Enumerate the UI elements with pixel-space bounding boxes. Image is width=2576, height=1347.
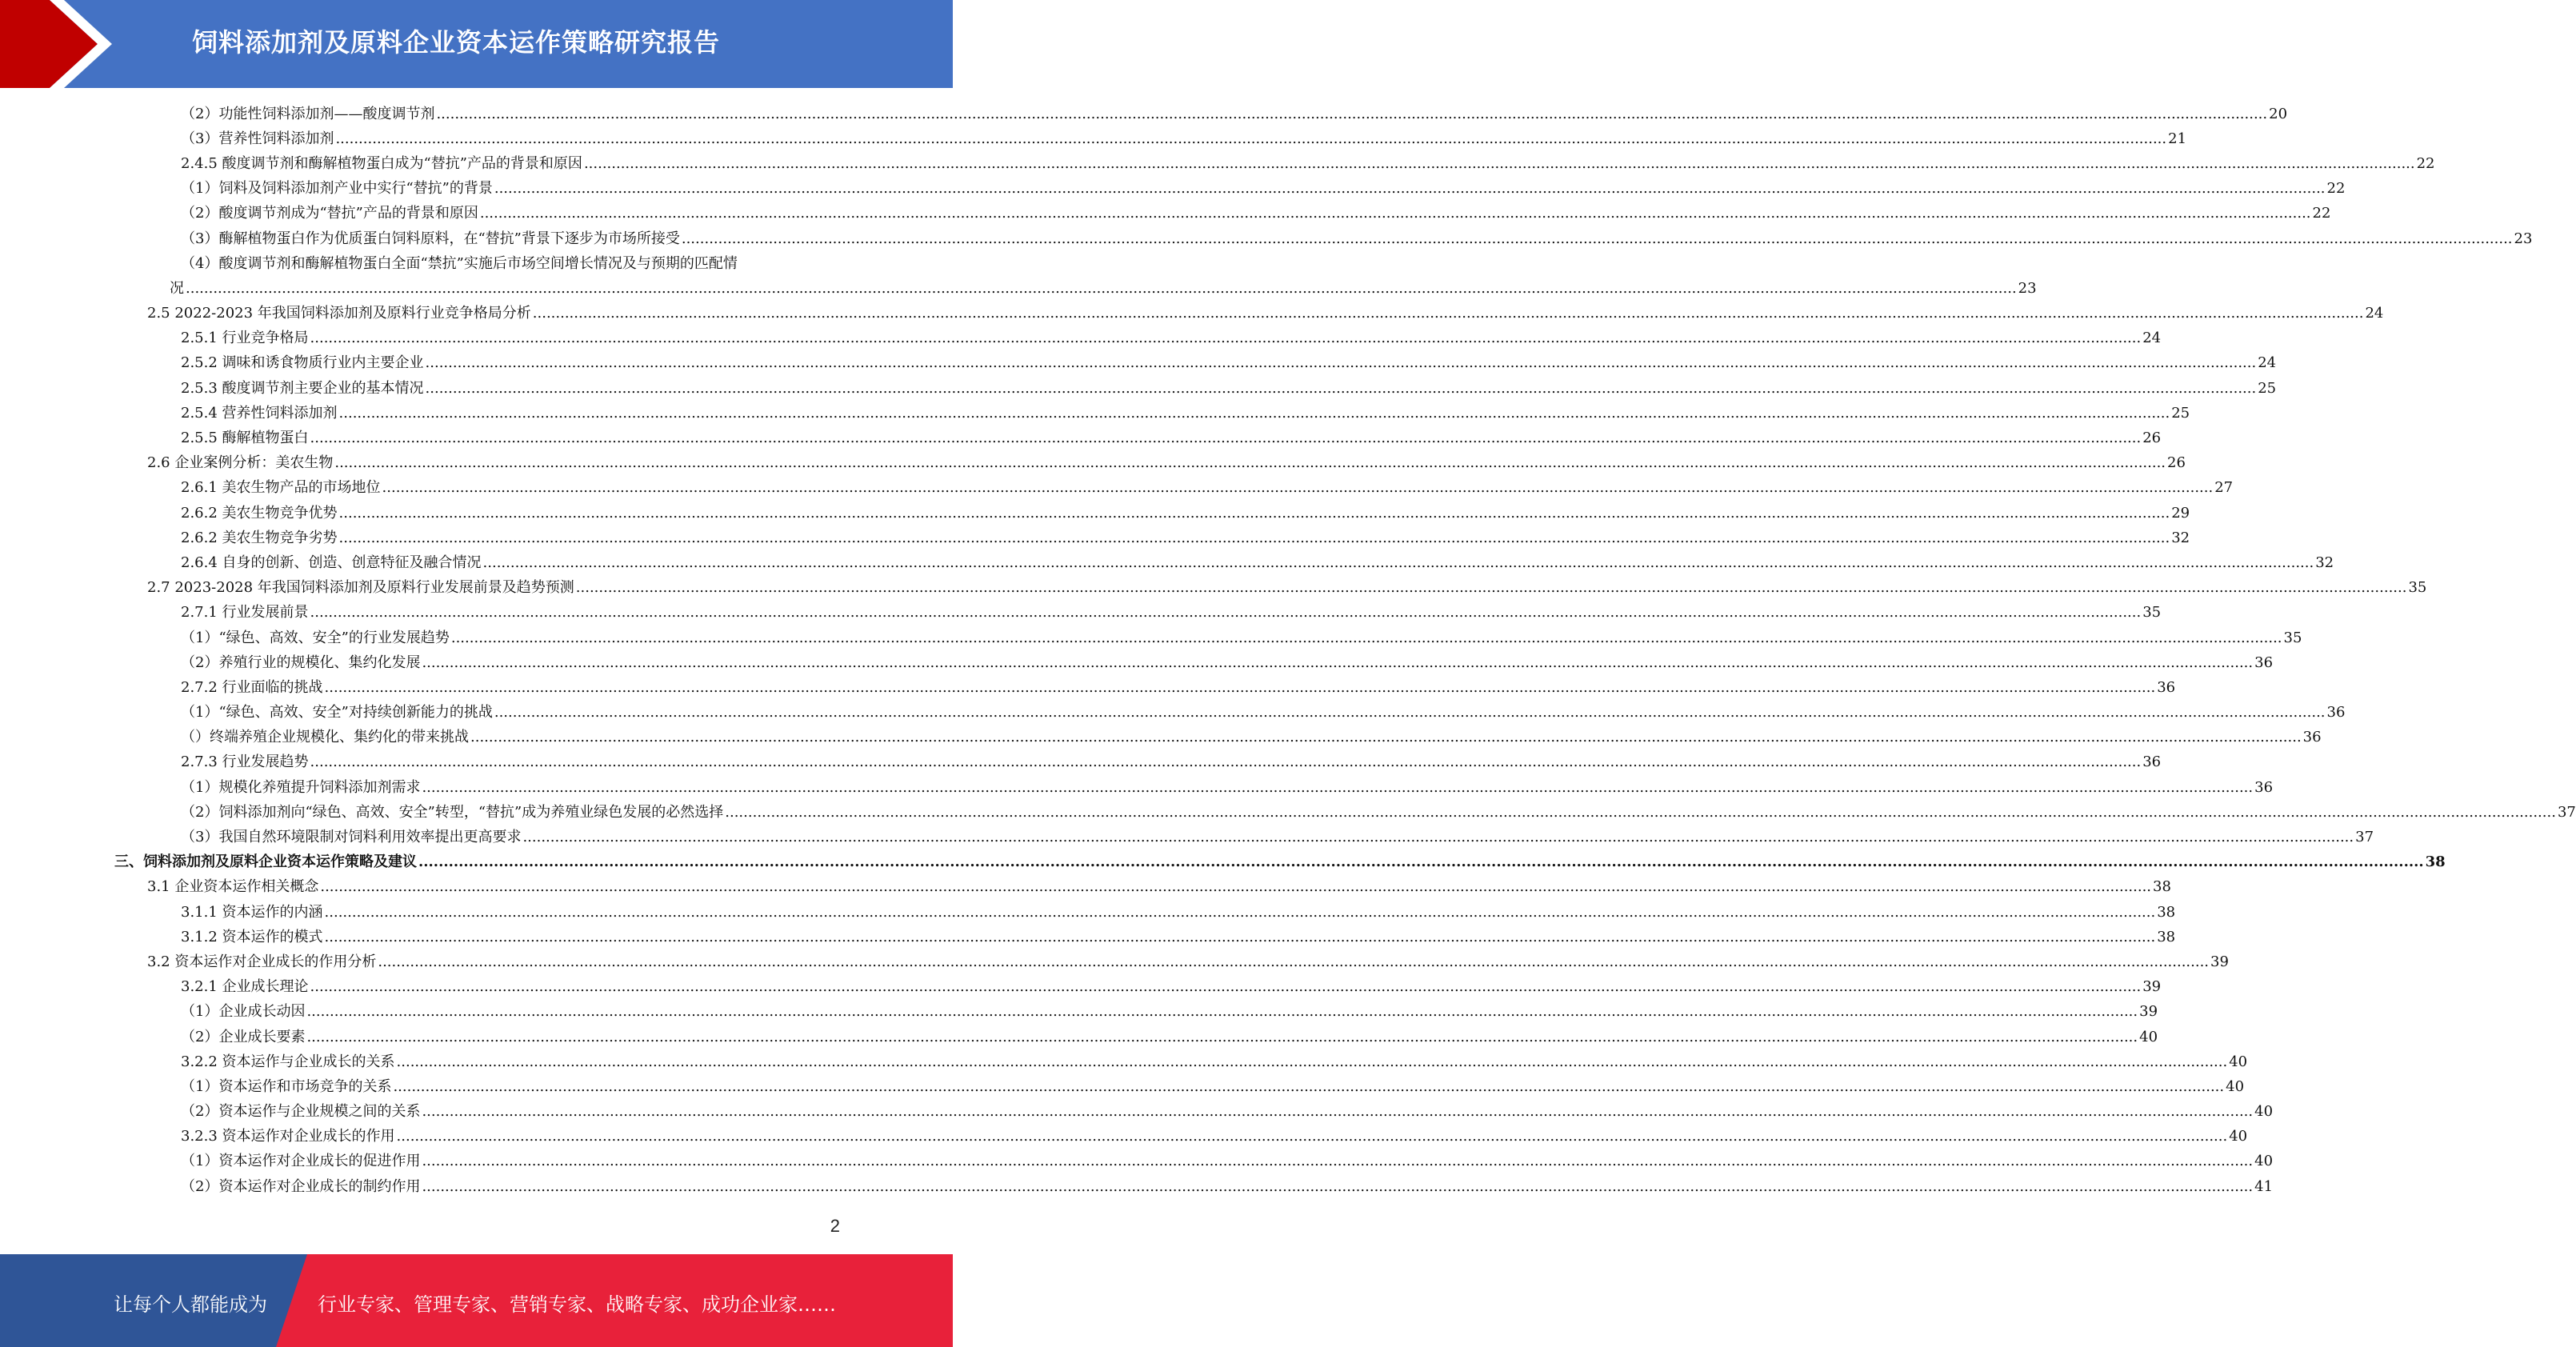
toc-entry-title: 3.2.3 资本运作对企业成长的作用 [181,1128,395,1145]
toc-entry[interactable] [0,800,2576,825]
toc-entry[interactable] [0,750,2162,775]
toc-entry-page: 37 [2557,803,2576,821]
toc-entry-title: 2.7.2 行业面临的挑战 [181,678,323,696]
toc-entry[interactable] [0,949,2229,974]
toc-entry-title: （4）酸度调节剂和酶解植物蛋白全面“禁抗”实施后市场空间增长情况及与预期的匹配情 [181,254,738,272]
toc-entry-page: 37 [2355,829,2374,846]
toc-entry[interactable] [0,326,2162,351]
toc-entry-page: 36 [2157,678,2176,696]
toc-entry-title: 2.6.4 自身的创新、创造、创意特征及融合情况 [181,554,482,571]
table-of-contents [0,102,2576,1199]
toc-entry-title: 2.5.1 行业竞争格局 [181,330,309,347]
toc-dot-leader: ................................................................................................................................................................................................................................................................................................................................................................................................................ [320,878,2152,896]
toc-entry-title: 2.6.2 美农生物竞争劣势 [181,529,338,546]
toc-entry-page: 35 [2408,579,2427,597]
toc-entry-page: 40 [2254,1153,2274,1170]
toc-dot-leader: ................................................................................................................................................................................................................................................................................................................................................................................................................ [338,504,2170,522]
toc-dot-leader: ................................................................................................................................................................................................................................................................................................................................................................................................................ [422,1153,2254,1170]
toc-entry-page: 32 [2171,529,2190,546]
toc-entry[interactable] [0,302,2384,326]
toc-dot-leader: ................................................................................................................................................................................................................................................................................................................................................................................................................ [310,604,2142,622]
toc-dot-leader: ................................................................................................................................................................................................................................................................................................................................................................................................................ [396,1053,2228,1070]
toc-entry-page: 26 [2142,430,2162,447]
toc-entry-title: 2.5.4 营养性饲料添加剂 [181,404,338,422]
toc-entry-title: 3.1.2 资本运作的模式 [181,928,323,945]
toc-entry-title: （2）养殖行业的规模化、集约化发展 [181,654,421,671]
toc-entry[interactable] [0,351,2277,376]
toc-dot-leader: ................................................................................................................................................................................................................................................................................................................................................................................................................ [306,1003,2138,1021]
toc-entry-title: （2）功能性饲料添加剂——酸度调节剂 [181,105,435,122]
toc-entry-title: 2.5.2 调味和诱食物质行业内主要企业 [181,354,424,372]
toc-entry-page: 36 [2254,654,2274,671]
toc-entry-title: （3）我国自然环境限制对饲料利用效率提出更高要求 [181,829,522,846]
toc-entry-page: 22 [2312,205,2331,222]
toc-entry[interactable] [0,1125,2248,1149]
toc-entry-title: （1）规模化养殖提升饲料添加剂需求 [181,778,421,796]
toc-dot-leader: ................................................................................................................................................................................................................................................................................................................................................................................................................ [378,953,2210,970]
report-header [0,0,953,88]
toc-dot-leader: ................................................................................................................................................................................................................................................................................................................................................................................................................ [310,978,2142,996]
toc-entry[interactable] [0,1025,2158,1049]
toc-dot-leader: ................................................................................................................................................................................................................................................................................................................................................................................................................ [382,479,2214,497]
toc-entry-page: 36 [2254,778,2274,796]
toc-entry[interactable] [0,701,2346,725]
toc-dot-leader: ................................................................................................................................................................................................................................................................................................................................................................................................................ [310,753,2142,771]
toc-entry-page: 36 [2302,729,2322,746]
toc-dot-leader: ................................................................................................................................................................................................................................................................................................................................................................................................................ [681,230,2513,247]
toc-entry-page: 38 [2157,903,2176,921]
toc-entry[interactable] [0,102,2288,126]
toc-entry-page: 36 [2142,753,2162,771]
toc-entry-page: 35 [2283,629,2302,646]
toc-entry[interactable] [0,126,2187,151]
toc-dot-leader: ................................................................................................................................................................................................................................................................................................................................................................................................................ [306,1028,2138,1045]
toc-entry-page: 23 [2514,230,2533,247]
toc-dot-leader: ................................................................................................................................................................................................................................................................................................................................................................................................................ [436,105,2268,122]
toc-entry-page: 20 [2269,105,2288,122]
toc-entry-title: 2.7.3 行业发展趋势 [181,753,309,771]
toc-entry-page: 40 [2229,1128,2248,1145]
toc-entry[interactable] [0,550,2334,575]
toc-entry-title: 2.5.3 酸度调节剂主要企业的基本情况 [181,379,424,397]
toc-dot-leader: ................................................................................................................................................................................................................................................................................................................................................................................................................ [310,430,2142,447]
toc-entry[interactable] [0,501,2190,526]
toc-entry-page: 22 [2416,154,2435,172]
toc-entry-title: （）终端养殖企业规模化、集约化的带来挑战 [181,729,469,746]
footer-slogan-right: 行业专家、管理专家、营销专家、战略专家、成功企业家…… [318,1293,836,1316]
toc-dot-leader: ................................................................................................................................................................................................................................................................................................................................................................................................................ [532,305,2364,322]
toc-dot-leader: ................................................................................................................................................................................................................................................................................................................................................................................................................ [338,404,2170,422]
toc-dot-leader: ................................................................................................................................................................................................................................................................................................................................................................................................................ [324,903,2156,921]
toc-dot-leader: ................................................................................................................................................................................................................................................................................................................................................................................................................ [725,803,2556,821]
toc-dot-leader: ................................................................................................................................................................................................................................................................................................................................................................................................................ [338,529,2170,546]
toc-entry-page: 22 [2326,180,2346,198]
toc-entry-title: 2.4.5 酸度调节剂和酶解植物蛋白成为“替抗”产品的背景和原因 [181,154,582,172]
footer-slogan-left: 让每个人都能成为 [114,1293,267,1316]
toc-entry-page: 36 [2326,704,2346,721]
toc-entry[interactable] [0,426,2162,450]
toc-entry-title: 3.2.1 企业成长理论 [181,978,309,996]
toc-entry-page: 26 [2167,454,2186,472]
toc-entry-page: 27 [2214,479,2234,497]
toc-entry-page: 23 [2018,279,2037,297]
toc-entry[interactable] [0,251,953,276]
toc-entry[interactable] [0,376,2277,401]
toc-entry-title: 2.7 2023-2028 年我国饲料添加剂及原料行业发展前景及趋势预测 [147,579,574,597]
toc-entry[interactable] [0,1049,2248,1074]
toc-dot-leader: ................................................................................................................................................................................................................................................................................................................................................................................................................ [422,1103,2254,1121]
toc-entry-title: （1）企业成长动因 [181,1003,306,1021]
toc-dot-leader: ................................................................................................................................................................................................................................................................................................................................................................................................................ [494,180,2326,198]
page-number: 2 [830,1216,840,1236]
toc-entry-title: （2）资本运作对企业成长的制约作用 [181,1177,421,1195]
toc-entry[interactable] [0,451,2186,476]
toc-entry[interactable] [0,825,2374,849]
toc-dot-leader: ................................................................................................................................................................................................................................................................................................................................................................................................................ [470,729,2302,746]
toc-entry[interactable] [0,775,2274,800]
toc-entry[interactable] [0,1149,2274,1174]
toc-entry-page: 25 [2258,379,2277,397]
toc-dot-leader: ................................................................................................................................................................................................................................................................................................................................................................................................................ [494,704,2326,721]
toc-entry-page: 39 [2139,1003,2158,1021]
toc-entry-title: （2）饲料添加剂向“绿色、高效、安全”转型，“替抗”成为养殖业绿色发展的必然选择 [181,803,724,821]
toc-dot-leader: ................................................................................................................................................................................................................................................................................................................................................................................................................ [396,1128,2228,1145]
toc-entry[interactable] [0,226,2533,251]
toc-entry[interactable] [0,725,2322,750]
toc-entry[interactable] [0,975,2162,1000]
toc-entry-page: 41 [2254,1177,2274,1195]
toc-entry-title: 2.6 企业案例分析：美农生物 [147,454,334,472]
toc-entry[interactable] [0,601,2162,626]
toc-entry[interactable] [0,1074,2245,1099]
toc-entry-page: 25 [2171,404,2190,422]
toc-entry-page: 38 [2425,853,2446,871]
toc-entry[interactable] [0,526,2190,550]
toc-entry[interactable] [0,1174,2274,1199]
toc-entry-title: （1）“绿色、高效、安全”对持续创新能力的挑战 [181,704,493,721]
toc-entry[interactable] [0,576,2427,601]
toc-entry-title: 三、饲料添加剂及原料企业资本运作策略及建议 [114,853,417,871]
toc-entry-page: 40 [2254,1103,2274,1121]
toc-entry-title: （3）酶解植物蛋白作为优质蛋白饲料原料，在“替抗”背景下逐步为市场所接受 [181,230,680,247]
toc-entry[interactable] [0,875,2171,900]
toc-entry-page: 40 [2226,1077,2245,1095]
toc-dot-leader: ................................................................................................................................................................................................................................................................................................................................................................................................................ [335,130,2167,147]
toc-dot-leader: ................................................................................................................................................................................................................................................................................................................................................................................................................ [393,1077,2225,1095]
toc-entry[interactable] [0,900,2176,925]
toc-entry-title: （1）饲料及饲料添加剂产业中实行“替抗”的背景 [181,180,493,198]
toc-entry-title: （2）资本运作与企业规模之间的关系 [181,1103,421,1121]
toc-entry-title: （3）营养性饲料添加剂 [181,130,334,147]
toc-entry-page: 39 [2210,953,2229,970]
toc-entry[interactable] [0,925,2176,949]
toc-dot-leader: ................................................................................................................................................................................................................................................................................................................................................................................................................ [425,354,2257,372]
toc-entry-page: 32 [2315,554,2334,571]
toc-entry-title: 3.2 资本运作对企业成长的作用分析 [147,953,377,970]
toc-entry[interactable] [0,202,2331,226]
toc-entry[interactable] [0,1000,2158,1025]
toc-entry-title: （1）资本运作和市场竞争的关系 [181,1077,392,1095]
toc-entry-title: 3.2.2 资本运作与企业成长的关系 [181,1053,395,1070]
toc-dot-leader: ................................................................................................................................................................................................................................................................................................................................................................................................................ [522,829,2354,846]
toc-entry[interactable] [0,151,2435,176]
toc-entry-title: 2.6.1 美农生物产品的市场地位 [181,479,381,497]
toc-dot-leader: ................................................................................................................................................................................................................................................................................................................................................................................................................ [482,554,2314,571]
toc-dot-leader: ................................................................................................................................................................................................................................................................................................................................................................................................................ [575,579,2407,597]
toc-entry-page: 39 [2142,978,2162,996]
toc-entry-page: 35 [2142,604,2162,622]
toc-entry-page: 38 [2157,928,2176,945]
toc-dot-leader: ................................................................................................................................................................................................................................................................................................................................................................................................................ [334,454,2166,472]
toc-dot-leader: ................................................................................................................................................................................................................................................................................................................................................................................................................ [422,654,2254,671]
toc-entry-page: 38 [2153,878,2171,896]
page-footer [0,1254,953,1347]
toc-entry-title: 2.5.5 酶解植物蛋白 [181,430,309,447]
toc-entry-title: 2.6.2 美农生物竞争优势 [181,504,338,522]
toc-dot-leader: ................................................................................................................................................................................................................................................................................................................................................................................................................ [479,205,2311,222]
toc-dot-leader: ................................................................................................................................................................................................................................................................................................................................................................................................................ [186,279,2017,297]
toc-entry-title: （1）资本运作对企业成长的促进作用 [181,1153,421,1170]
toc-entry-title: （2）酸度调节剂成为“替抗”产品的背景和原因 [181,205,478,222]
toc-entry-page: 21 [2168,130,2187,147]
toc-entry-page: 40 [2229,1053,2248,1070]
toc-dot-leader: ................................................................................................................................................................................................................................................................................................................................................................................................................ [425,379,2257,397]
toc-entry[interactable] [0,177,2346,202]
toc-entry-title: （1）“绿色、高效、安全”的行业发展趋势 [181,629,450,646]
toc-dot-leader: ................................................................................................................................................................................................................................................................................................................................................................................................................ [422,778,2254,796]
toc-entry-page: 29 [2171,504,2190,522]
toc-entry-title: 2.7.1 行业发展前景 [181,604,309,622]
toc-entry[interactable] [0,650,2274,675]
toc-entry[interactable] [0,276,2037,301]
toc-entry-page: 24 [2142,330,2162,347]
toc-entry[interactable] [0,626,2302,650]
toc-entry-title: （2）企业成长要素 [181,1028,306,1045]
report-title: 饲料添加剂及原料企业资本运作策略研究报告 [192,27,721,58]
toc-dot-leader: ................................................................................................................................................................................................................................................................................................................................................................................................................ [418,853,2424,871]
toc-entry[interactable] [0,675,2176,700]
toc-entry[interactable] [0,476,2234,501]
toc-dot-leader: ................................................................................................................................................................................................................................................................................................................................................................................................................ [324,678,2156,696]
toc-dot-leader: ................................................................................................................................................................................................................................................................................................................................................................................................................ [450,629,2282,646]
toc-dot-leader: ................................................................................................................................................................................................................................................................................................................................................................................................................ [583,154,2415,172]
toc-entry-page: 40 [2139,1028,2158,1045]
toc-entry-page: 24 [2258,354,2277,372]
toc-dot-leader: ................................................................................................................................................................................................................................................................................................................................................................................................................ [422,1177,2254,1195]
toc-dot-leader: ................................................................................................................................................................................................................................................................................................................................................................................................................ [324,928,2156,945]
toc-entry-title: 3.1.1 资本运作的内涵 [181,903,323,921]
toc-entry[interactable] [0,1100,2274,1125]
toc-entry-title: 况 [170,279,184,297]
toc-dot-leader: ................................................................................................................................................................................................................................................................................................................................................................................................................ [310,330,2142,347]
toc-entry-page: 24 [2365,305,2384,322]
toc-entry-title: 3.1 企业资本运作相关概念 [147,878,319,896]
toc-entry-title: 2.5 2022-2023 年我国饲料添加剂及原料行业竞争格局分析 [147,305,531,322]
toc-entry[interactable] [0,401,2190,426]
toc-entry[interactable] [0,850,2446,875]
